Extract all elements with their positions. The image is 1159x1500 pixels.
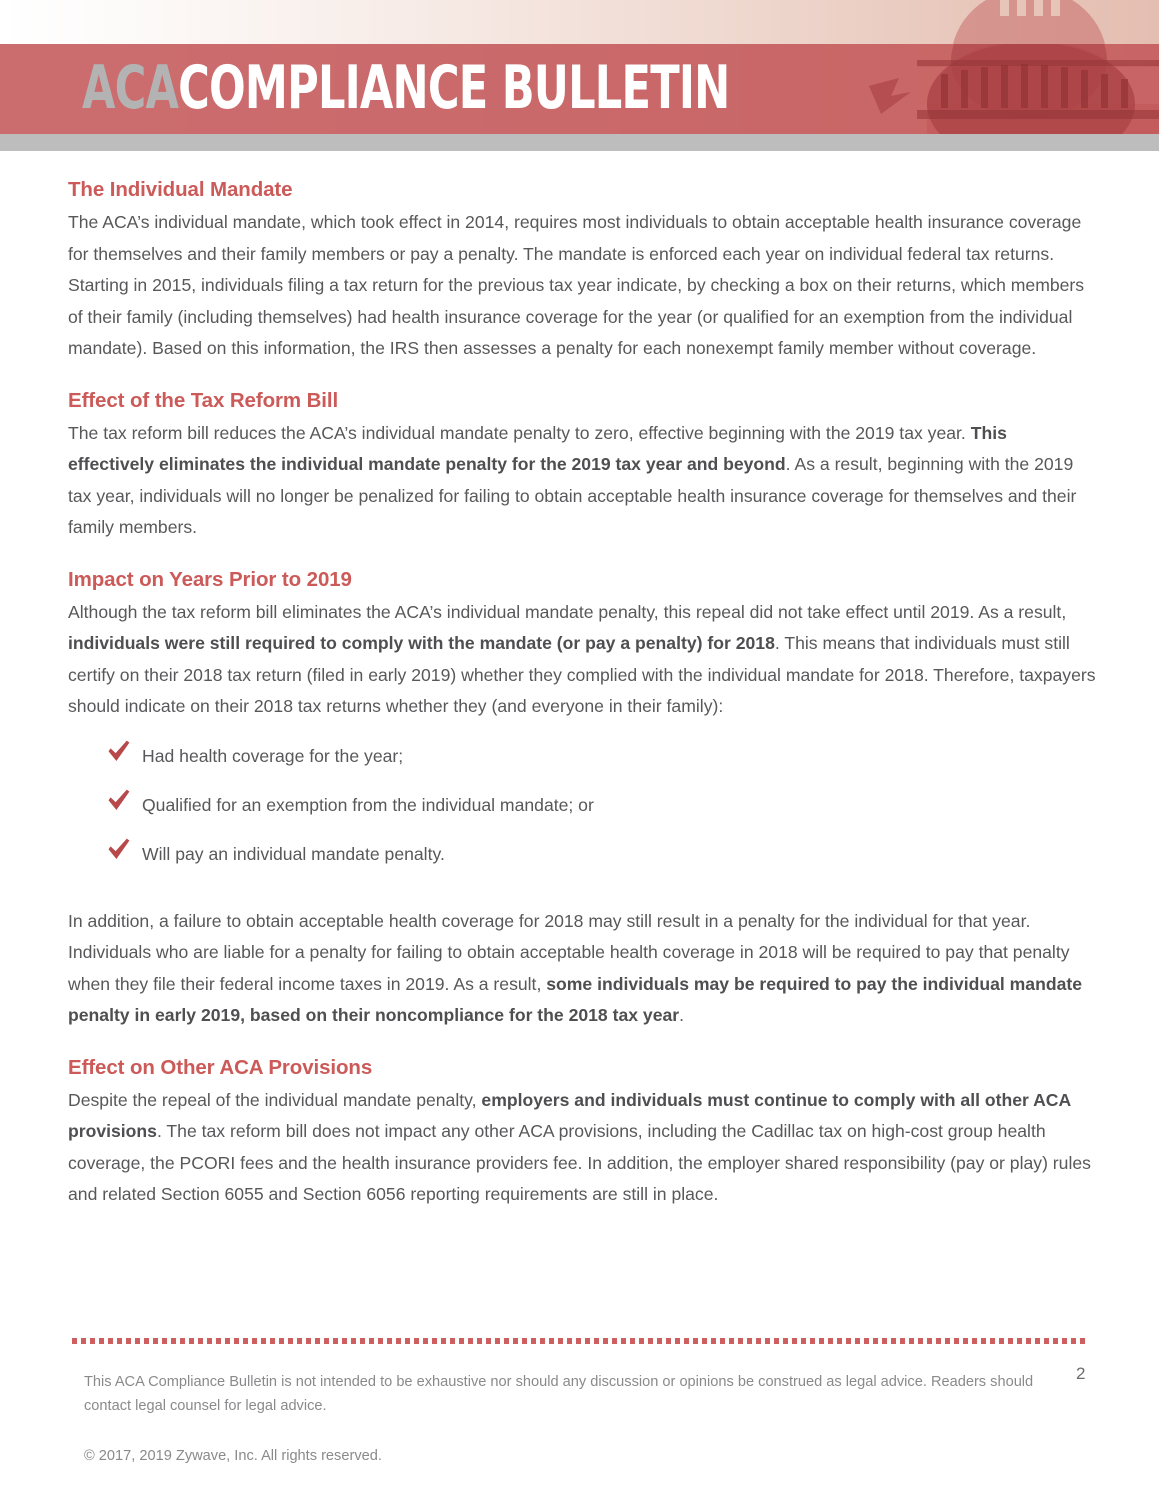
check-icon bbox=[106, 787, 132, 813]
document-header bbox=[0, 0, 1159, 151]
text-run: Although the tax reform bill eliminates the ACA’s individual mandate penalty, this repeal did not take effect until 2019. As a result, bbox=[68, 601, 1067, 622]
list-item bbox=[106, 839, 1097, 888]
check-icon bbox=[106, 836, 132, 862]
paragraph-impact-prior-years bbox=[68, 597, 1097, 723]
capitol-dome-overlay-icon bbox=[869, 44, 1159, 134]
text-run: . bbox=[679, 1005, 685, 1025]
section-heading-individual-mandate: The Individual Mandate bbox=[68, 178, 293, 201]
section-heading-impact-prior-years: Impact on Years Prior to 2019 bbox=[68, 567, 352, 591]
header-gray-bar bbox=[0, 134, 1159, 151]
paragraph-individual-mandate bbox=[68, 207, 1097, 365]
list-item bbox=[106, 741, 1097, 790]
list-item-label: Will pay an individual mandate penalty. bbox=[142, 843, 445, 864]
text-run: Despite the repeal of the individual mandate penalty, bbox=[68, 1089, 482, 1110]
paragraph-tax-reform-bill bbox=[68, 418, 1097, 544]
page-title bbox=[82, 54, 729, 122]
text-run: The ACA’s individual mandate, which took effect in 2014, requires most individuals to obtain acceptable health insurance coverage for themselves and their family members or pay a penalty. The mandate is enforced each year on individual federal tax returns. Starting in 2015, individuals filing a tax return for the previous tax year indicate, by checking a box on their returns, which members of their family (including themselves) had health insurance coverage for the year (or qualified for an exemption from the individual mandate). Based on this information, the IRS then assesses a penalty for each nonexempt family member without coverage. bbox=[68, 212, 1085, 358]
section-heading-tax-reform-bill: Effect of the Tax Reform Bill bbox=[68, 388, 339, 412]
text-run: . This means that individuals must still certify on their 2018 tax return (filed in early 2019) whether they complied with the individual mandate for 2018. Therefore, taxpayers should indicate on their 2018 tax returns whether they (and everyone in their family): bbox=[68, 633, 1096, 716]
footer-text-block bbox=[84, 1370, 1044, 1468]
text-run: The tax reform bill reduces the ACA’s individual mandate penalty to zero, effective beginning with the 2019 tax year. bbox=[68, 422, 971, 443]
footer-disclaimer: This ACA Compliance Bulletin is not intended to be exhaustive nor should any discussion or opinions be construed as legal advice. Readers should contact legal counsel for legal advice. bbox=[84, 1374, 1034, 1414]
page-title-prefix: ACA bbox=[82, 53, 179, 123]
footer-copyright: © 2017, 2019 Zywave, Inc. All rights reserved. bbox=[84, 1448, 382, 1464]
list-item bbox=[106, 790, 1097, 839]
text-run: In addition, a failure to obtain acceptable health coverage for 2018 may still result in a penalty for the individual for that year. Individuals who are liable for a penalty for failing to obtain acceptable health coverage in 2018 will be required to pay that penalty when they file their federal income taxes in 2019. As a result, bbox=[68, 910, 1070, 994]
page-number: 2 bbox=[1076, 1364, 1086, 1383]
text-run-bold: some individuals may be required to pay the individual mandate penalty in early 2019, based on their noncompliance for the 2018 tax year bbox=[68, 973, 1082, 1025]
text-run: . The tax reform bill does not impact any other ACA provisions, including the Cadillac tax on high-cost group health coverage, the PCORI fees and the health insurance providers fee. In addition, the employer shared responsibility (pay or play) rules and related Section 6055 and Section 6056 reporting requirements are still in place. bbox=[68, 1121, 1091, 1204]
paragraph-other-aca-provisions bbox=[68, 1085, 1097, 1211]
checklist bbox=[68, 741, 1097, 888]
text-run-bold: employers and individuals must continue to comply with all other ACA provisions bbox=[68, 1089, 1071, 1141]
text-run-bold: This effectively eliminates the individual mandate penalty for the 2019 tax year and beyond bbox=[68, 422, 1007, 474]
list-item-label: Had health coverage for the year; bbox=[142, 745, 404, 766]
footer-dotted-divider bbox=[72, 1338, 1088, 1344]
text-run-bold: individuals were still required to comply with the mandate (or pay a penalty) for 2018 bbox=[68, 633, 775, 653]
check-icon bbox=[106, 738, 132, 764]
document-page bbox=[0, 151, 1159, 1234]
section-heading-other-aca-provisions: Effect on Other ACA Provisions bbox=[68, 1055, 373, 1079]
document-content bbox=[0, 151, 1159, 1211]
text-run: . As a result, beginning with the 2019 tax year, individuals will no longer be penalized for failing to obtain acceptable health insurance coverage for themselves and their family members. bbox=[68, 454, 1077, 537]
paragraph-penalty-2018 bbox=[68, 906, 1097, 1032]
list-item-label: Qualified for an exemption from the individual mandate; or bbox=[142, 794, 594, 815]
page-title-main: COMPLIANCE BULLETIN bbox=[178, 53, 730, 123]
